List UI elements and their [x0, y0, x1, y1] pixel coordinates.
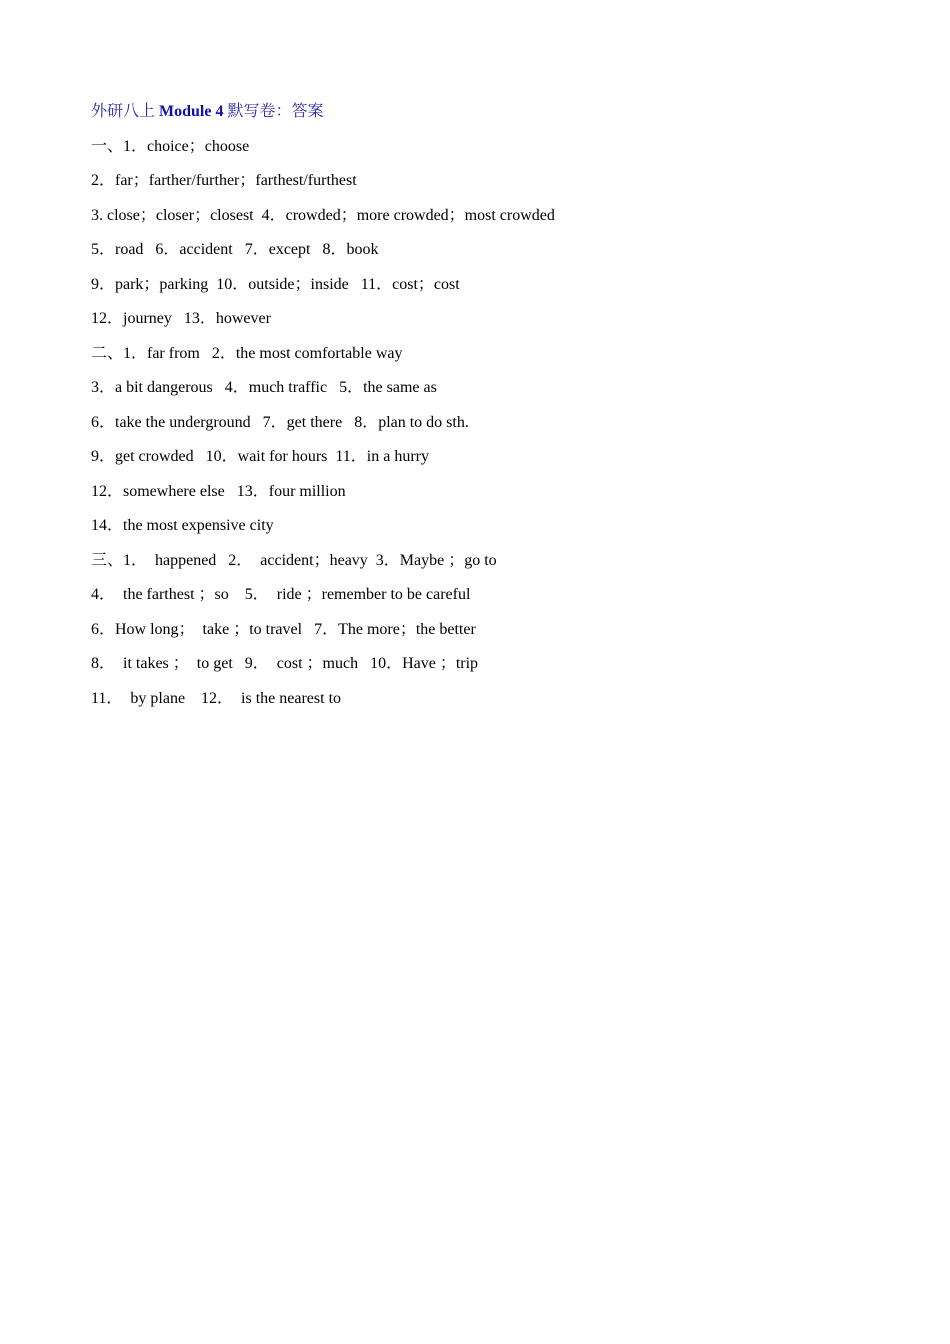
answer-line: 二、1．far from 2．the most comfortable way [91, 344, 403, 362]
title-suffix: 默写卷：答案 [223, 103, 324, 120]
answer-line: 2．far；farther/further；farthest/furthest [91, 172, 357, 189]
answer-line: 6．take the underground 7．get there 8．plan to do sth. [91, 413, 469, 431]
answer-line: 14．the most expensive city [91, 517, 274, 534]
title-prefix: 外研八上 [91, 103, 160, 120]
answer-line: 11． by plane 12． is the nearest to [91, 689, 342, 707]
answer-line: 5．road 6．accident 7．except 8．book [91, 241, 379, 258]
answer-line: 三、1． happened 2． accident；heavy 3．Maybe ；go to [91, 551, 497, 569]
page-title [91, 100, 891, 124]
answer-line: 3. close；closer；closest 4．crowded；more crowded；most crowded [91, 206, 555, 224]
answer-line: 9．park；parking 10．outside；inside 11．cost；cost [91, 275, 460, 293]
answer-line: 12．journey 13．however [91, 310, 271, 327]
answer-line: 9．get crowded 10．wait for hours 11．in a hurry [91, 448, 430, 465]
answer-line: 3．a bit dangerous 4．much traffic 5．the same as [91, 379, 437, 396]
title-module: Module 4 [159, 103, 224, 120]
answer-line: 12．somewhere else 13．four million [91, 482, 346, 500]
answer-line: 4． the farthest ；so 5． ride ；remember to be careful [91, 586, 471, 603]
answer-line: 6．How long； take ；to travel 7．The more；the better [91, 620, 476, 638]
answer-line: 一、1．choice；choose [91, 137, 250, 155]
answer-sheet [91, 100, 891, 721]
answer-line: 8． it takes ； to get 9． cost ；much 10．Have ；trip [91, 655, 479, 672]
